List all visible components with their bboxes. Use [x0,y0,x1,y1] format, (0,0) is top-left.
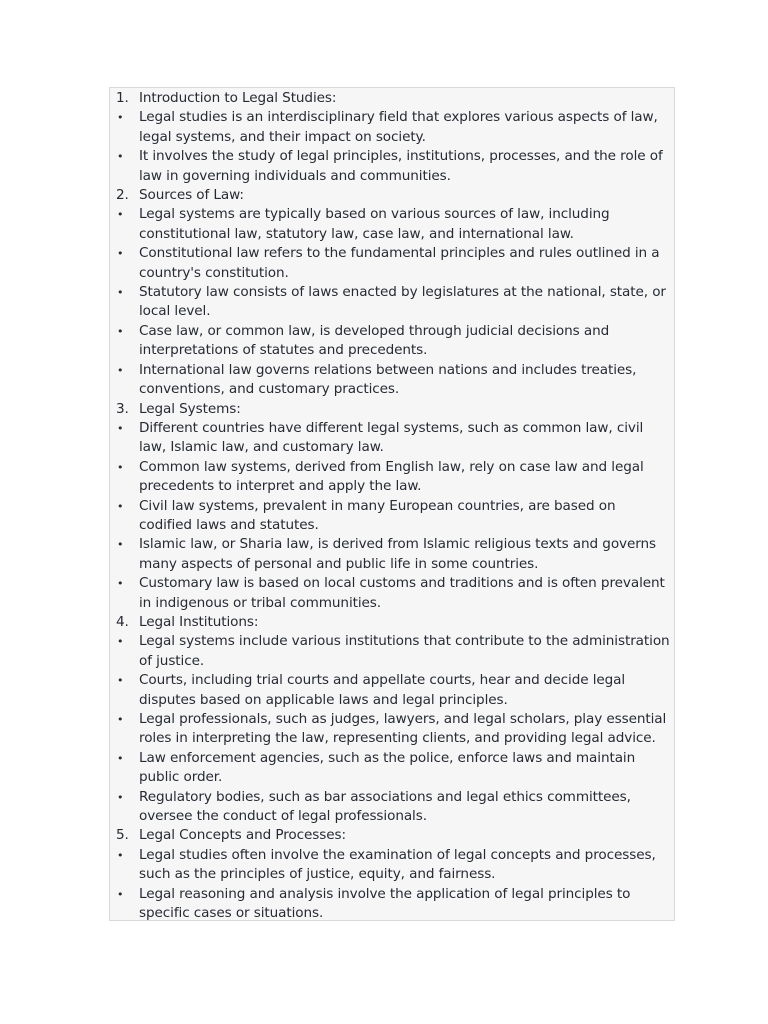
bullet-icon: • [117,635,124,649]
list-item [110,788,674,827]
section-heading [110,826,674,845]
bullet-icon: • [117,790,124,804]
list-item-text: Civil law systems, prevalent in many European countries, are based on codified laws and statutes. [139,497,616,533]
list-item-text: Islamic law, or Sharia law, is derived from Islamic religious texts and governs many aspects of personal and public life in some countries. [139,536,657,572]
section-heading-text: Sources of Law: [139,187,244,204]
bullet-icon: • [117,460,124,474]
bullet-icon: • [117,848,124,862]
list-item [110,885,674,924]
section-number: 1. [116,90,129,106]
bullet-icon: • [117,324,124,338]
list-item [110,497,674,536]
list-item [110,322,674,361]
list-item [110,147,674,186]
section-number: 5. [116,827,129,844]
list-item-text: Legal systems include various institutions that contribute to the administration of justice. [139,633,670,669]
list-item-text: Law enforcement agencies, such as the police, enforce laws and maintain public order. [139,749,636,786]
bullet-icon: • [117,499,124,513]
list-item-text: Legal professionals, such as judges, lawyers, and legal scholars, play essential roles in interpreting the law, representing clients, and providing legal advice. [139,711,667,747]
section-number: 3. [116,400,129,417]
list-item-text: Courts, including trial courts and appellate courts, hear and decide legal disputes based on applicable laws and legal principles. [139,672,626,708]
list-item-text: International law governs relations between nations and includes treaties, conventions, and customary practices. [139,361,637,398]
bullet-icon: • [117,751,124,765]
list-item-text: Common law systems, derived from English law, rely on case law and legal precedents to interpret and apply the law. [139,458,644,495]
section-heading-text: Introduction to Legal Studies: [139,90,337,106]
list-item-text: Legal reasoning and analysis involve the application of legal principles to specific cases or situations. [139,885,631,922]
bullet-icon: • [117,674,124,688]
list-item-text: Customary law is based on local customs and traditions and is often prevalent in indigenous or tribal communities. [139,575,665,611]
bullet-icon: • [117,363,124,377]
list-item [110,632,674,671]
list-item-text: Legal systems are typically based on various sources of law, including constitutional law, statutory law, case law, and international law. [139,206,610,242]
bullet-icon: • [117,887,124,901]
bullet-icon: • [117,577,124,591]
section-heading [110,89,674,108]
bullet-icon: • [117,247,124,261]
bullet-icon: • [117,208,124,222]
section-heading [110,613,674,632]
list-item [110,361,674,400]
bullet-icon: • [117,286,124,300]
section-heading [110,186,674,205]
list-item-text: Regulatory bodies, such as bar associations and legal ethics committees, oversee the conduct of legal professionals. [139,788,631,825]
bullet-icon: • [117,111,124,125]
list-item [110,458,674,497]
bullet-icon: • [117,421,124,435]
section-heading-text: Legal Systems: [139,400,241,417]
section-number: 2. [116,187,129,204]
list-item-text: Different countries have different legal systems, such as common law, civil law, Islamic law, and customary law. [139,419,644,456]
list-item [110,710,674,749]
document-body [109,87,675,921]
list-item-text: Legal studies often involve the examination of legal concepts and processes, such as the principles of justice, equity, and fairness. [139,846,656,883]
list-item [110,205,674,244]
bullet-icon: • [117,150,124,164]
section-heading-text: Legal Institutions: [139,613,259,630]
list-item-text: Constitutional law refers to the fundamental principles and rules outlined in a country's constitution. [139,245,660,281]
list-item [110,749,674,788]
list-item [110,283,674,322]
list-item [110,535,674,574]
section-number: 4. [116,613,129,630]
bullet-icon: • [117,538,124,552]
list-item [110,419,674,458]
list-item-text: Legal studies is an interdisciplinary field that explores various aspects of law, legal systems, and their impact on society. [139,109,658,145]
list-item [110,244,674,283]
list-item [110,574,674,613]
section-heading [110,400,674,419]
list-item [110,108,674,147]
list-item [110,846,674,885]
list-item-text: Case law, or common law, is developed through judicial decisions and interpretations of statutes and precedents. [139,322,610,359]
list-item-text: Statutory law consists of laws enacted by legislatures at the national, state, or local level. [139,284,666,320]
list-item-text: It involves the study of legal principles, institutions, processes, and the role of law in governing individuals and communities. [139,148,663,184]
bullet-icon: • [117,713,124,726]
list-item [110,671,674,710]
section-heading-text: Legal Concepts and Processes: [139,827,346,844]
